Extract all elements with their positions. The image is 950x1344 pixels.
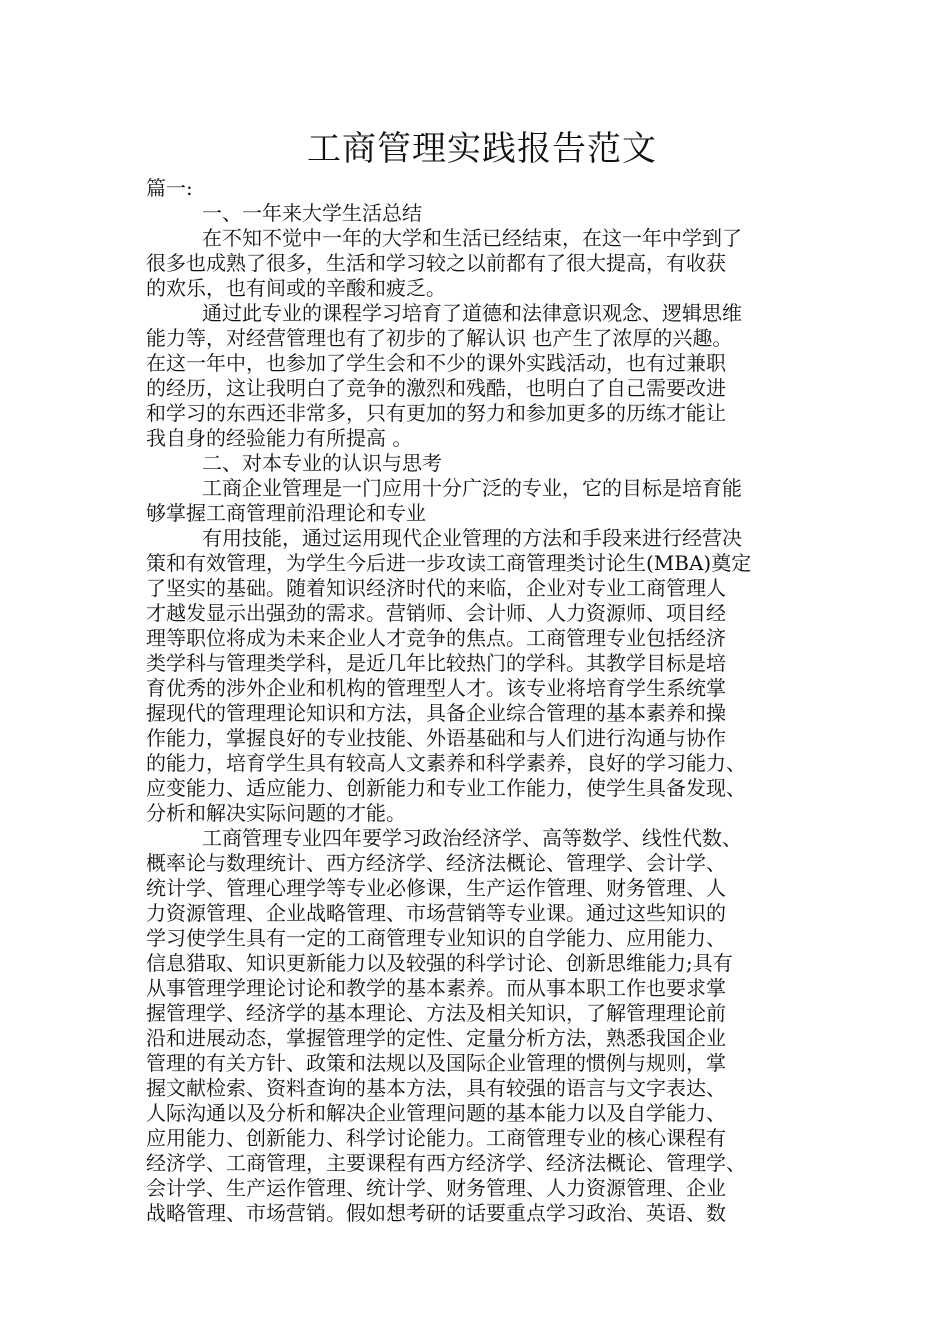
paragraph-line: 握文献检索、资料查询的基本方法，具有较强的语言与文字表达、	[146, 1076, 726, 1100]
paragraph-line: 能力等，对经营管理也有了初步的了解认识 也产生了浓厚的兴趣。	[146, 326, 733, 350]
paragraph-line: 我自身的经验能力有所提高 。	[146, 426, 413, 450]
paragraph-line: 力资源管理、企业战略管理、市场营销等专业课。通过这些知识的	[146, 901, 726, 925]
paragraph-line: 的能力，培育学生具有较高人文素养和科学素养，良好的学习能力、	[146, 751, 746, 775]
paragraph-line: 信息猎取、知识更新能力以及较强的科学讨论、创新思维能力;具有	[146, 951, 733, 975]
paragraph-line: 够掌握工商管理前沿理论和专业	[146, 501, 426, 525]
paragraph-line: 经济学、工商管理，主要课程有西方经济学、经济法概论、管理学、	[146, 1151, 746, 1175]
paragraph-line: 很多也成熟了很多，生活和学习较之以前都有了很大提高，有收获	[146, 251, 726, 275]
paragraph-line: 有用技能，通过运用现代企业管理的方法和手段来进行经营决	[202, 526, 742, 550]
paragraph-line: 会计学、生产运作管理、统计学、财务管理、人力资源管理、企业	[146, 1176, 726, 1200]
paragraph-line: 战略管理、市场营销。假如想考研的话要重点学习政治、英语、数	[146, 1201, 726, 1225]
paragraph-line: 在不知不觉中一年的大学和生活已经结束，在这一年中学到了	[202, 226, 742, 250]
paragraph-line: 应变能力、适应能力、创新能力和专业工作能力，使学生具备发现、	[146, 776, 746, 800]
paragraph-line: 和学习的东西还非常多，只有更加的努力和参加更多的历练才能让	[146, 401, 726, 425]
paragraph-line: 的欢乐，也有间或的辛酸和疲乏。	[146, 276, 446, 300]
paragraph-line: 理等职位将成为未来企业人才竞争的焦点。工商管理专业包括经济	[146, 626, 726, 650]
paragraph-line: 管理的有关方针、政策和法规以及国际企业管理的惯例与规则，掌	[146, 1051, 726, 1075]
paragraph-line: 学习使学生具有一定的工商管理专业知识的自学能力、应用能力、	[146, 926, 726, 950]
paragraph-line: 从事管理学理论讨论和教学的基本素养。而从事本职工作也要求掌	[146, 976, 726, 1000]
paragraph-line: 类学科与管理类学科，是近几年比较热门的学科。其教学目标是培	[146, 651, 726, 675]
paragraph-1	[146, 226, 818, 301]
paragraph-line: 概率论与数理统计、西方经济学、经济法概论、管理学、会计学、	[146, 851, 726, 875]
paragraph-3	[146, 476, 818, 526]
paragraph-line: 工商管理专业四年要学习政治经济学、高等数学、线性代数、	[202, 826, 742, 850]
paragraph-line: 统计学、管理心理学等专业必修课，生产运作管理、财务管理、人	[146, 876, 726, 900]
section-label: 篇一:	[146, 176, 193, 200]
paragraph-line: 通过此专业的课程学习培育了道德和法律意识观念、逻辑思维	[202, 301, 742, 325]
paragraph-line: 人际沟通以及分析和解决企业管理问题的基本能力以及自学能力、	[146, 1101, 726, 1125]
paragraph-line: 握管理学、经济学的基本理论、方法及相关知识，了解管理理论前	[146, 1001, 726, 1025]
paragraph-line: 分析和解决实际问题的才能。	[146, 801, 406, 825]
paragraph-line: 作能力，掌握良好的专业技能、外语基础和与人们进行沟通与协作	[146, 726, 726, 750]
heading-life-summary: 一、一年来大学生活总结	[202, 201, 422, 225]
paragraph-line: 在这一年中，也参加了学生会和不少的课外实践活动，也有过兼职	[146, 351, 726, 375]
paragraph-line: 了坚实的基础。随着知识经济时代的来临，企业对专业工商管理人	[146, 576, 726, 600]
paragraph-4	[146, 526, 818, 826]
paragraph-line: 沿和进展动态，掌握管理学的定性、定量分析方法，熟悉我国企业	[146, 1026, 726, 1050]
paragraph-line: 策和有效管理，为学生今后进一步攻读工商管理类讨论生(MBA)奠定	[146, 551, 752, 575]
paragraph-2	[146, 301, 818, 451]
paragraph-5	[146, 826, 818, 1226]
paragraph-line: 育优秀的涉外企业和机构的管理型人才。该专业将培育学生系统掌	[146, 676, 726, 700]
paragraph-line: 工商企业管理是一门应用十分广泛的专业，它的目标是培育能	[202, 476, 742, 500]
paragraph-line: 应用能力、创新能力、科学讨论能力。工商管理专业的核心课程有	[146, 1126, 726, 1150]
paragraph-line: 握现代的管理理论知识和方法，具备企业综合管理的基本素养和操	[146, 701, 726, 725]
paragraph-line: 的经历，这让我明白了竞争的激烈和残酷，也明白了自己需要改进	[146, 376, 726, 400]
document-page	[146, 126, 818, 1226]
heading-major-understanding: 二、对本专业的认识与思考	[202, 451, 442, 475]
document-title: 工商管理实践报告范文	[307, 129, 657, 169]
paragraph-line: 才越发显示出强劲的需求。营销师、会计师、人力资源师、项目经	[146, 601, 726, 625]
